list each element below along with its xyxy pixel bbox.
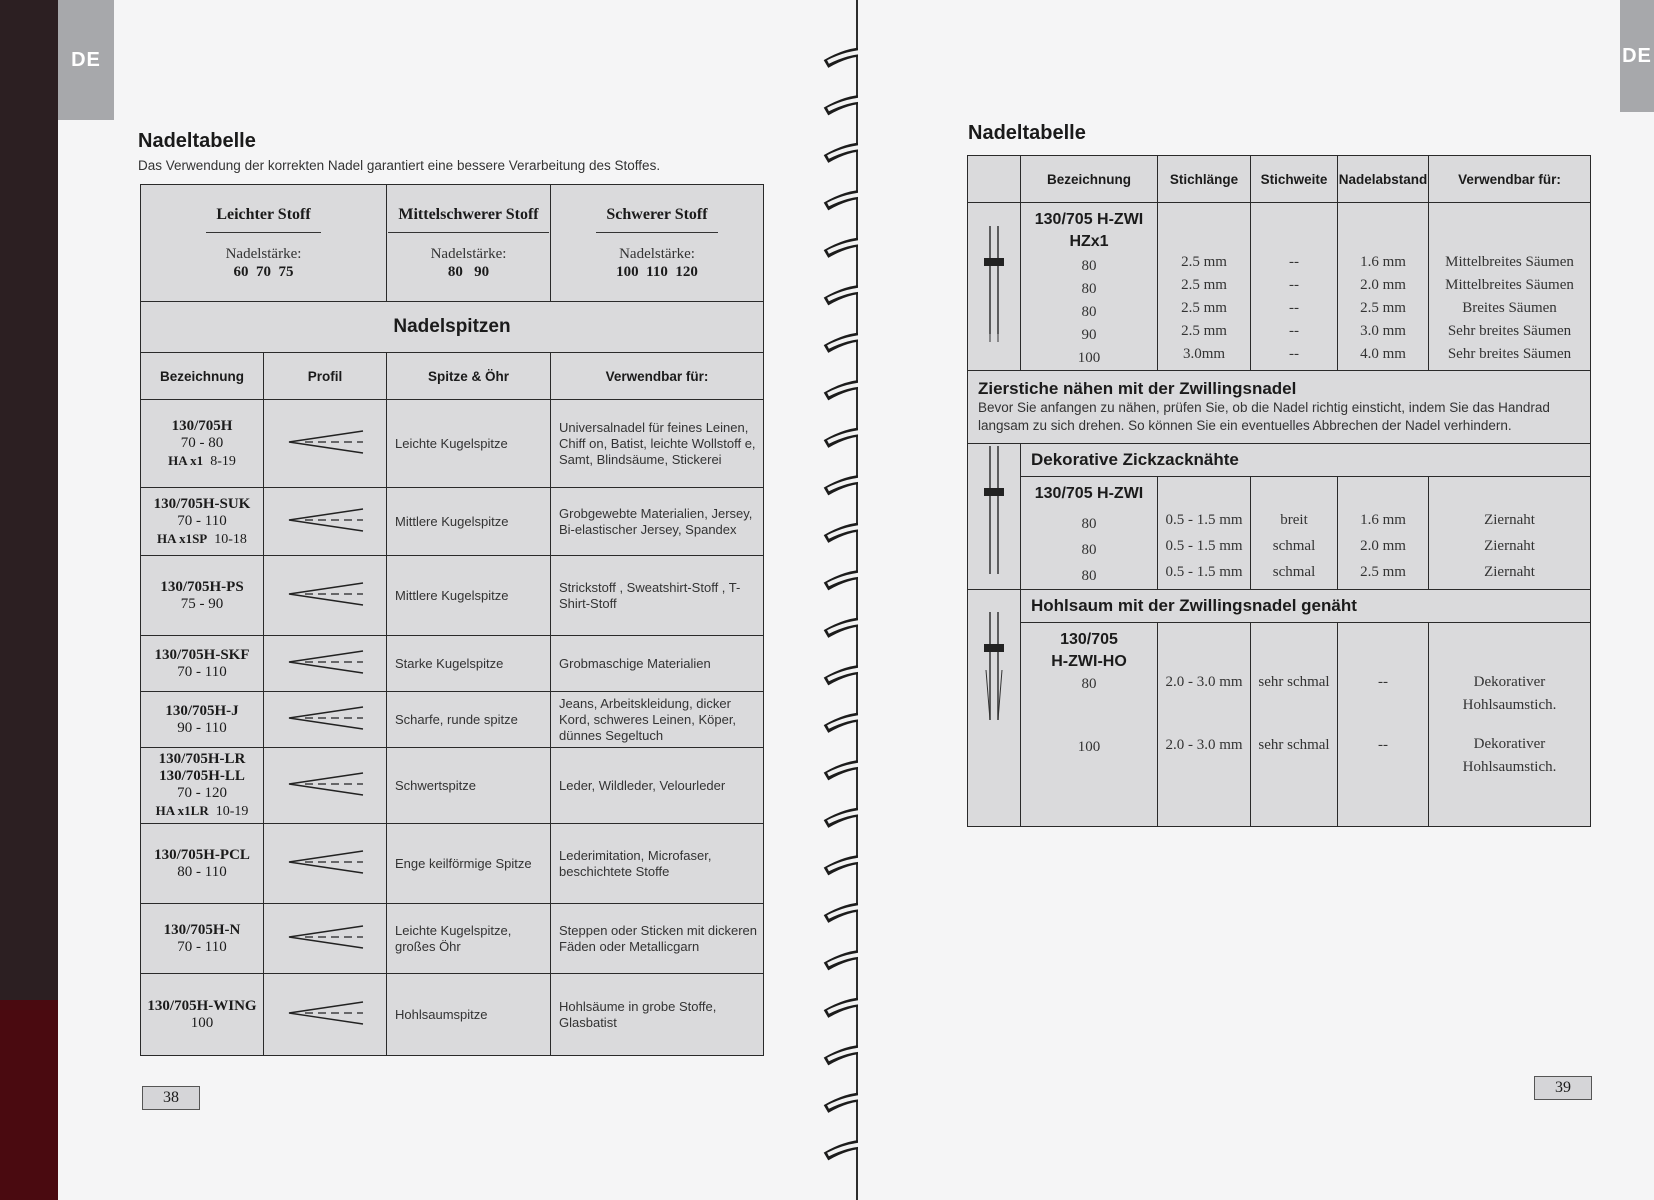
distance: 3.0 mm xyxy=(1360,323,1406,339)
length: 2.5 mm xyxy=(1181,300,1227,316)
distance: 2.0 mm xyxy=(1360,277,1406,293)
needle-code-line: H-ZWI-HO xyxy=(1051,653,1127,670)
icon-column xyxy=(968,156,1021,203)
width: -- xyxy=(1289,277,1299,293)
table-row xyxy=(141,824,764,904)
needle-profile-icon xyxy=(264,974,387,1056)
width: schmal xyxy=(1272,564,1316,580)
needle-code: 130/705H xyxy=(171,417,233,434)
tip-type: Mittlere Kugelspitze xyxy=(387,556,551,636)
fabric-name: Mittelschwerer Stoff xyxy=(388,206,548,233)
note-box xyxy=(968,371,1591,444)
needle-size: 80 xyxy=(1081,258,1097,274)
needle-code: 130/705H-SKF xyxy=(154,646,250,663)
group-heading: Hohlsaum mit der Zwillingsnadel genäht xyxy=(1021,590,1591,623)
stitch-length-values xyxy=(1158,477,1251,590)
needle-profile-icon xyxy=(283,647,367,677)
needle-code xyxy=(1021,623,1158,827)
needle-distance-values xyxy=(1338,477,1429,590)
table-row xyxy=(141,974,764,1056)
needle-designation xyxy=(141,636,264,692)
length: 2.5 mm xyxy=(1181,254,1227,270)
needle-profile-icon xyxy=(283,427,367,457)
needle-code: 130/705H-PS xyxy=(160,578,244,595)
needle-code-alt: 130/705H-LL xyxy=(159,768,245,784)
stitch-length: 2.0 - 3.0 mm xyxy=(1165,737,1243,753)
table-row xyxy=(141,556,764,636)
column-header: Bezeichnung xyxy=(1021,156,1158,203)
use: Ziernaht xyxy=(1484,512,1535,528)
ha-system xyxy=(141,452,263,470)
fabric-light xyxy=(141,185,387,302)
length: 3.0mm xyxy=(1182,346,1226,362)
ha-code: HA x1SP xyxy=(157,530,208,546)
stitch-width: sehr schmal xyxy=(1258,674,1330,690)
needle-designation xyxy=(141,748,264,824)
distance: 2.5 mm xyxy=(1360,300,1406,316)
needle-range: 70 - 120 xyxy=(177,785,227,801)
language-tab: DE xyxy=(1620,0,1654,112)
usage: Strickstoff , Sweatshirt-Stoff , T-Shirt-Stoff xyxy=(551,556,764,636)
width: -- xyxy=(1289,346,1299,362)
page-number: 39 xyxy=(1534,1076,1592,1100)
usage: Grobgewebte Materialien, Jersey, Bi-elastischer Jersey, Spandex xyxy=(551,488,764,556)
needle-size-label: Nadelstärke: xyxy=(619,245,695,262)
tip-type: Leichte Kugelspitze xyxy=(387,400,551,488)
ha-code: HA x1LR xyxy=(155,803,209,818)
needle-code: 130/705H-J xyxy=(165,702,239,719)
table-row xyxy=(141,692,764,748)
use: Ziernaht xyxy=(1484,564,1535,580)
needle-range: 70 - 110 xyxy=(177,663,227,680)
needle-profile-icon xyxy=(264,636,387,692)
needle-profile-icon xyxy=(283,769,367,799)
needle-size: 100 xyxy=(1077,350,1101,366)
table-row xyxy=(141,904,764,974)
needle-profile-icon xyxy=(283,847,367,877)
length: 0.5 - 1.5 mm xyxy=(1165,564,1243,580)
fabric-name: Leichter Stoff xyxy=(206,206,320,233)
stitch-width-values xyxy=(1251,623,1338,827)
needle-distance: -- xyxy=(1378,674,1388,690)
needle-profile-icon xyxy=(283,579,367,609)
needle-code xyxy=(1021,477,1158,590)
needle-range: 70 - 110 xyxy=(177,938,227,955)
fabric-heavy xyxy=(551,185,764,302)
width: -- xyxy=(1289,300,1299,316)
needle-size: 80 xyxy=(1081,281,1097,297)
use: Ziernaht xyxy=(1484,538,1535,554)
fabric-medium xyxy=(387,185,551,302)
needle-code: 130/705H-LR xyxy=(158,751,246,767)
needle-size-label: Nadelstärke: xyxy=(225,245,302,262)
length: 0.5 - 1.5 mm xyxy=(1165,512,1243,528)
needle-designation xyxy=(141,904,264,974)
stitch-length-values xyxy=(1158,623,1251,827)
needle-profile-icon xyxy=(264,824,387,904)
needle-table xyxy=(140,184,764,1056)
needle-profile-icon xyxy=(264,904,387,974)
tip-type: Mittlere Kugelspitze xyxy=(387,488,551,556)
column-header: Verwendbar für: xyxy=(1429,156,1591,203)
usage: Dekorativer Hohlsaumstich. xyxy=(1462,674,1557,713)
needle-profile-icon xyxy=(264,748,387,824)
fabric-name: Schwerer Stoff xyxy=(596,206,717,233)
column-header: Verwendbar für: xyxy=(551,353,764,400)
column-header: Spitze & Öhr xyxy=(387,353,551,400)
tip-type: Leichte Kugelspitze, großes Öhr xyxy=(387,904,551,974)
needle-range: 100 xyxy=(190,1014,214,1031)
distance: 1.6 mm xyxy=(1360,512,1406,528)
length: 2.5 mm xyxy=(1181,323,1227,339)
needle-profile-icon xyxy=(283,505,367,535)
needle-size: 80 xyxy=(1081,304,1097,320)
stitch-length: 2.0 - 3.0 mm xyxy=(1165,674,1243,690)
needle-designation xyxy=(141,400,264,488)
needle-code: 130/705H-N xyxy=(163,921,241,938)
ha-range: 10-19 xyxy=(215,804,249,819)
ha-system xyxy=(141,530,263,548)
book-edge xyxy=(0,0,58,1200)
ha-range: 10-18 xyxy=(214,531,247,547)
page-number: 38 xyxy=(142,1086,200,1110)
needle-range: 80 - 110 xyxy=(177,863,227,880)
table-row xyxy=(141,488,764,556)
page-subtitle: Das Verwendung der korrekten Nadel garantiert eine bessere Verarbeitung des Stoffes. xyxy=(138,158,661,173)
needle-profile-icon xyxy=(283,703,367,733)
needle-profile-icon xyxy=(264,556,387,636)
width: -- xyxy=(1289,323,1299,339)
needle-code: 130/705H-WING xyxy=(147,997,257,1014)
distance: 2.5 mm xyxy=(1360,564,1406,580)
usage: Grobmaschige Materialien xyxy=(551,636,764,692)
width: -- xyxy=(1289,254,1299,270)
twin-needle-table xyxy=(967,155,1591,827)
needle-size: 100 xyxy=(1077,739,1101,755)
usage: Dekorativer Hohlsaumstich. xyxy=(1462,736,1557,775)
length: 2.5 mm xyxy=(1181,277,1227,293)
usage: Leder, Wildleder, Velourleder xyxy=(551,748,764,824)
note-body: Bevor Sie anfangen zu nähen, prüfen Sie, ob die Nadel richtig einsticht, indem Sie das Handrad langsam zu sich drehen. So können Sie ein eventuelles Abbrechen der Nadel verhindern. xyxy=(978,400,1550,433)
needle-profile-icon xyxy=(283,998,367,1028)
usage-values xyxy=(1429,203,1591,371)
column-header: Stichlänge xyxy=(1158,156,1251,203)
needle-size-values: 100 110 120 xyxy=(616,263,698,280)
needle-designation xyxy=(141,556,264,636)
usage-values xyxy=(1429,623,1591,827)
usage: Steppen oder Sticken mit dickeren Fäden oder Metallicgarn xyxy=(551,904,764,974)
usage-values xyxy=(1429,477,1591,590)
page-title: Nadeltabelle xyxy=(138,130,256,152)
distance: 4.0 mm xyxy=(1360,346,1406,362)
table-row xyxy=(141,400,764,488)
needle-range: 90 - 110 xyxy=(177,719,227,736)
page-title: Nadeltabelle xyxy=(968,122,1086,144)
tip-type: Starke Kugelspitze xyxy=(387,636,551,692)
needle-range: 70 - 110 xyxy=(177,512,227,529)
needle-code-line: 130/705 xyxy=(1060,631,1118,648)
tip-type: Schwertspitze xyxy=(387,748,551,824)
needle-code-line: HZx1 xyxy=(1069,233,1109,250)
length: 0.5 - 1.5 mm xyxy=(1165,538,1243,554)
use: Breites Säumen xyxy=(1462,300,1557,316)
use: Sehr breites Säumen xyxy=(1447,346,1572,362)
tip-type: Scharfe, runde spitze xyxy=(387,692,551,748)
needle-profile-icon xyxy=(264,400,387,488)
use: Mittelbreites Säumen xyxy=(1445,277,1574,293)
needle-designation xyxy=(141,488,264,556)
column-header: Stichweite xyxy=(1251,156,1338,203)
width: breit xyxy=(1280,512,1308,528)
hemstitch-needle-icon xyxy=(968,590,1021,827)
needle-size: 80 xyxy=(1081,676,1097,692)
needle-distance: -- xyxy=(1378,737,1388,753)
tip-type: Hohlsaumspitze xyxy=(387,974,551,1056)
needle-profile-icon xyxy=(283,922,367,952)
needle-size: 80 xyxy=(1081,516,1097,532)
needle-code: 130/705H-PCL xyxy=(154,846,250,863)
stitch-length-values xyxy=(1158,203,1251,371)
column-header: Bezeichnung xyxy=(141,353,264,400)
needle-code: 130/705H-SUK xyxy=(153,495,251,512)
table-row xyxy=(141,748,764,824)
usage: Universalnadel für feines Leinen, Chiff on, Batist, leichte Wollstoff e, Samt, Blindsäume, Stickerei xyxy=(551,400,764,488)
ha-range: 8-19 xyxy=(210,453,236,469)
language-tab: DE xyxy=(58,0,114,120)
usage: Jeans, Arbeitskleidung, dicker Kord, schweres Leinen, Köper, dünnes Segeltuch xyxy=(551,692,764,748)
stitch-width-values xyxy=(1251,203,1338,371)
ha-code: HA x1 xyxy=(168,452,204,468)
needle-code-line: 130/705 H-ZWI xyxy=(1034,485,1144,502)
column-header: Profil xyxy=(264,353,387,400)
needle-size: 90 xyxy=(1081,327,1097,343)
needle-distance-values xyxy=(1338,203,1429,371)
needle-size-label: Nadelstärke: xyxy=(430,245,507,262)
needle-size-values: 60 70 75 xyxy=(233,263,294,280)
needle-code-line: 130/705 H-ZWI xyxy=(1034,211,1144,228)
distance: 1.6 mm xyxy=(1360,254,1406,270)
note-title: Zierstiche nähen mit der Zwillingsnadel xyxy=(978,379,1297,398)
needle-size-values: 80 90 xyxy=(447,263,490,280)
needle-distance-values xyxy=(1338,623,1429,827)
needle-designation xyxy=(141,974,264,1056)
tip-type: Enge keilförmige Spitze xyxy=(387,824,551,904)
ha-system xyxy=(141,802,263,820)
usage: Hohlsäume in grobe Stoffe, Glasbatist xyxy=(551,974,764,1056)
stitch-width: sehr schmal xyxy=(1258,737,1330,753)
needle-range: 70 - 80 xyxy=(180,434,224,451)
usage: Lederimitation, Microfaser, beschichtete Stoffe xyxy=(551,824,764,904)
needle-designation xyxy=(141,824,264,904)
needle-profile-icon xyxy=(264,488,387,556)
twin-needle-icon xyxy=(968,444,1021,590)
group-heading: Dekorative Zickzacknähte xyxy=(1021,444,1591,477)
twin-needle-icon xyxy=(968,203,1021,371)
width: schmal xyxy=(1272,538,1316,554)
needle-range: 75 - 90 xyxy=(180,595,224,612)
stitch-width-values xyxy=(1251,477,1338,590)
needle-profile-icon xyxy=(264,692,387,748)
distance: 2.0 mm xyxy=(1360,538,1406,554)
needle-code xyxy=(1021,203,1158,371)
needle-size: 80 xyxy=(1081,542,1097,558)
use: Mittelbreites Säumen xyxy=(1445,254,1574,270)
section-title: Nadelspitzen xyxy=(141,302,764,353)
needle-size: 80 xyxy=(1081,568,1097,584)
needle-designation xyxy=(141,692,264,748)
use: Sehr breites Säumen xyxy=(1447,323,1572,339)
column-header: Nadelabstand xyxy=(1338,156,1429,203)
table-row xyxy=(141,636,764,692)
